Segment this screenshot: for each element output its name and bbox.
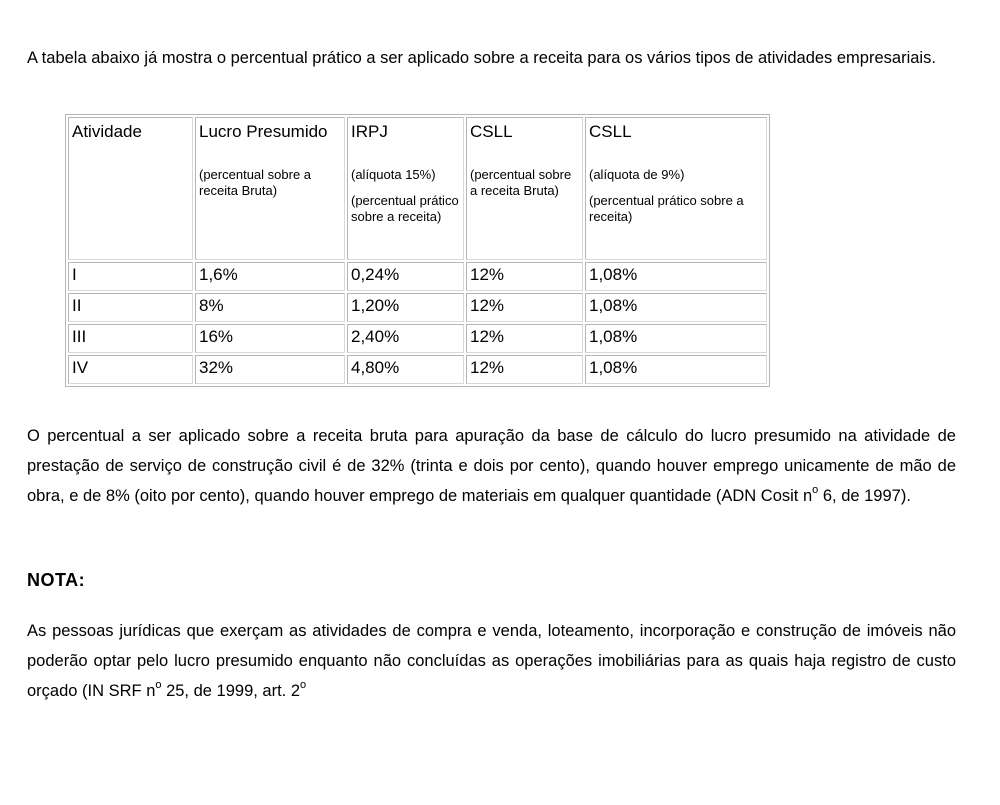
cell-irpj: 4,80%	[347, 355, 464, 384]
cell-atividade: II	[68, 293, 193, 322]
cell-atividade: I	[68, 262, 193, 291]
cell-csll-bruta: 12%	[466, 324, 583, 353]
presumed-profit-table	[65, 114, 770, 387]
nota-heading: NOTA:	[27, 570, 86, 590]
paragraph-text: 6, de 1997).	[818, 487, 911, 505]
cell-atividade: III	[68, 324, 193, 353]
cell-lucro-presumido: 1,6%	[195, 262, 345, 291]
ordinal-superscript: o	[812, 483, 819, 496]
intro-paragraph: A tabela abaixo já mostra o percentual prático a ser aplicado sobre a receita para os vários tipos de atividades empresariais.	[27, 49, 936, 67]
ordinal-superscript: o	[155, 678, 162, 691]
table-row	[68, 262, 767, 291]
header-csll-aliquota: CSLL (alíquota de 9%) (percentual prático sobre a receita)	[585, 117, 767, 260]
ordinal-superscript: o	[300, 678, 307, 691]
cell-csll-aliquota: 1,08%	[585, 324, 767, 353]
cell-csll-aliquota: 1,08%	[585, 355, 767, 384]
nota-paragraph	[27, 616, 956, 706]
header-csll-bruta: CSLL (percentual sobre a receita Bruta)	[466, 117, 583, 260]
header-lucro-presumido: Lucro Presumido (percentual sobre a receita Bruta)	[195, 117, 345, 260]
cell-irpj: 1,20%	[347, 293, 464, 322]
table-row	[68, 355, 767, 384]
cell-lucro-presumido: 16%	[195, 324, 345, 353]
cell-csll-aliquota: 1,08%	[585, 262, 767, 291]
cell-csll-aliquota: 1,08%	[585, 293, 767, 322]
cell-lucro-presumido: 32%	[195, 355, 345, 384]
paragraph-text: O percentual a ser aplicado sobre a receita bruta para apuração da base de cálculo do lucro presumido na atividade de prestação de serviço de construção civil é de 32% (trinta e dois por cento), quando houver emprego unicamente de mão de obra, e de 8% (oito por cento), quando houver emprego de materiais em qualquer quantidade (ADN Cosit n	[27, 427, 956, 505]
paragraph-text: 25, de 1999, art. 2	[161, 682, 301, 700]
cell-csll-bruta: 12%	[466, 262, 583, 291]
table-header-row	[68, 117, 767, 260]
cell-csll-bruta: 12%	[466, 355, 583, 384]
header-irpj: IRPJ (alíquota 15%) (percentual prático sobre a receita)	[347, 117, 464, 260]
cell-lucro-presumido: 8%	[195, 293, 345, 322]
table-row	[68, 293, 767, 322]
cell-csll-bruta: 12%	[466, 293, 583, 322]
paragraph-text: As pessoas jurídicas que exerçam as atividades de compra e venda, loteamento, incorporação e construção de imóveis não poderão optar pelo lucro presumido enquanto não concluídas as operações imobiliárias para as quais haja registro de custo orçado (IN SRF n	[27, 622, 956, 700]
cell-atividade: IV	[68, 355, 193, 384]
header-atividade: Atividade	[68, 117, 193, 260]
cell-irpj: 0,24%	[347, 262, 464, 291]
cell-irpj: 2,40%	[347, 324, 464, 353]
table-row	[68, 324, 767, 353]
construction-paragraph	[27, 421, 956, 511]
